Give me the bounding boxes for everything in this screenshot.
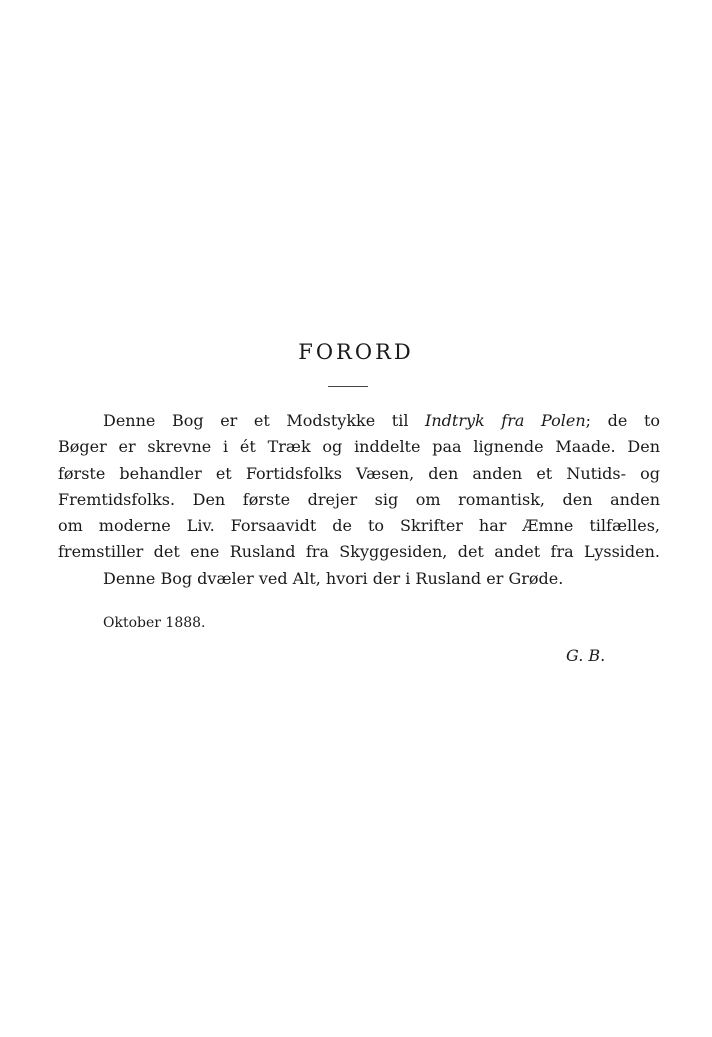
foreword-text (58, 408, 660, 592)
text-line-3: første behandler et Fortidsfolks Væsen, den anden et Nutids- og (58, 463, 660, 483)
text-line-7: Denne Bog dvæler ved Alt, hvori der i Rusland er Grøde. (103, 568, 564, 588)
text-line-2: Bøger er skrevne i ét Træk og inddelte paa lignende Maade. Den (58, 437, 660, 457)
title-rule (328, 386, 368, 387)
text-line-5: om moderne Liv. Forsaavidt de to Skrifter har Æmne tilfælles, (58, 516, 660, 536)
text-segment: Denne Bog er et Modstykke til (103, 411, 426, 430)
text-line-1 (58, 408, 660, 434)
text-segment: ; de to (585, 411, 661, 430)
book-title-reference: Indtryk fra Polen (425, 411, 586, 430)
signature: G. B. (566, 646, 606, 665)
text-line-6: fremstiller det ene Rusland fra Skyggesiden, det andet fra Lyssiden. (58, 542, 660, 562)
text-line-4: Fremtidsfolks. Den første drejer sig om romantisk, den anden (58, 489, 660, 509)
date-line: Oktober 1888. (103, 615, 206, 631)
page-title: FORORD (298, 340, 414, 364)
